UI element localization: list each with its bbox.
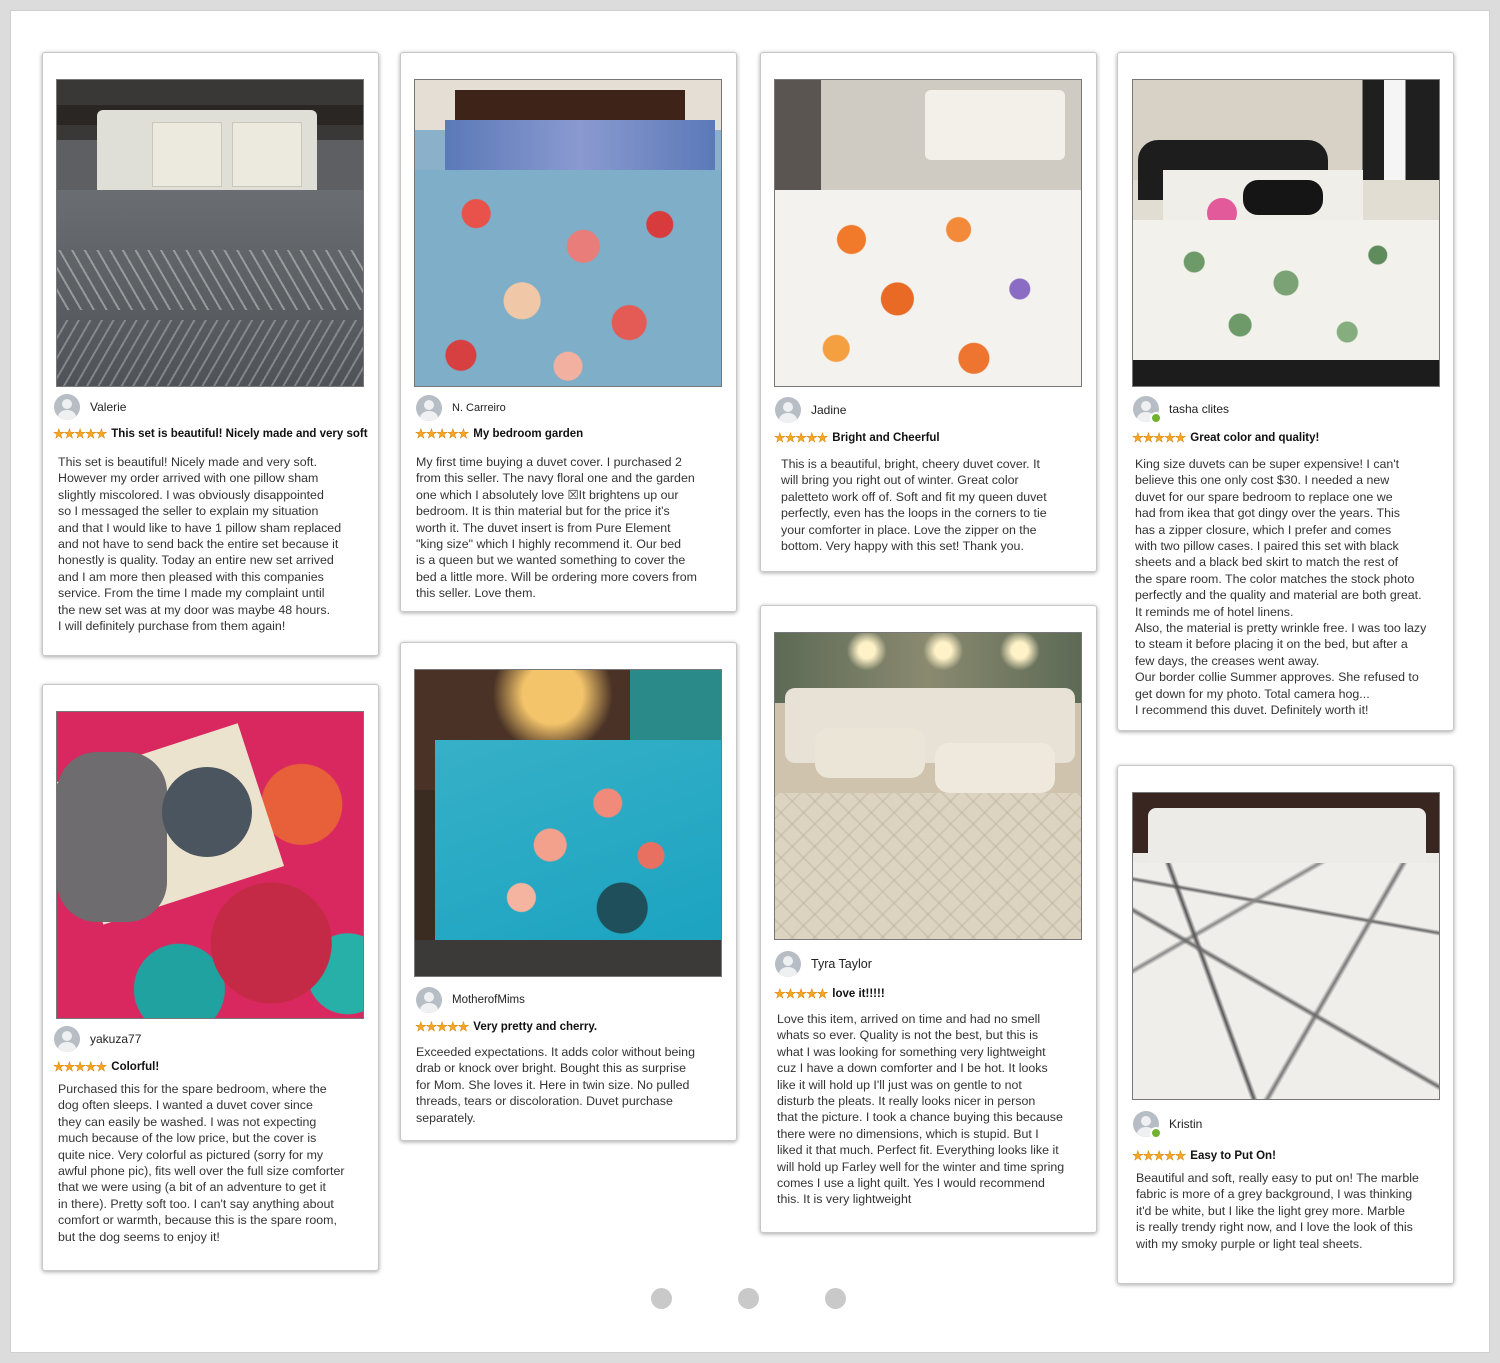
reviewer-name[interactable]: N. Carreiro (452, 402, 506, 414)
star-rating: ★★★★★ (415, 426, 469, 441)
review-photo[interactable] (1132, 79, 1440, 387)
pagination-dot[interactable] (825, 1288, 846, 1309)
review-body: King size duvets can be super expensive! I can't believe this one only cost $30. I needed a new duvet for our spare bedroom to replace one we had from ikea that got dingy over the years. This has a zipper closure, which I prefer and comes with two pillow cases. I paired this set with black sheets and a black bed skirt to match the rest of the spare room. The color matches the stock photo perfectly and the quality and material are both great. It reminds me of hotel linens. Also, the material is pretty wrinkle free. I was too lazy to steam it before placing it on the bed, but after a few days, the creases went away. Our border collie Summer approves. She refused to get down for my photo. Total camera hog... I recommend this duvet. Definitely worth it! (1135, 457, 1427, 718)
reviewer-name[interactable]: yakuza77 (90, 1032, 142, 1046)
review-headline: Colorful! (111, 1061, 160, 1073)
review-headline: love it!!!!! (832, 988, 885, 1000)
review-body: This set is beautiful! Nicely made and very soft. However my order arrived with one pillow sham slightly miscolored. I was obviously disappointed so I messaged the seller to explain my situation and that I would like to have 1 pillow sham replaced and not have to send back the entire set because it honestly is quality. Today an entire new set arrived and I am more then pleased with this companies service. From the time I made my complaint until the new set was at my door was maybe 48 hours. I will definitely purchase from them again! (58, 455, 342, 634)
reviewer-name[interactable]: Tyra Taylor (811, 957, 872, 971)
star-rating: ★★★★★ (415, 1019, 469, 1034)
pagination-dot[interactable] (738, 1288, 759, 1309)
verified-badge (1150, 1127, 1162, 1139)
review-photo[interactable] (56, 711, 364, 1019)
avatar (416, 987, 442, 1013)
avatar (54, 1026, 80, 1052)
star-rating: ★★★★★ (774, 430, 828, 445)
reviewer-name[interactable]: MotherofMims (452, 994, 525, 1006)
review-photo[interactable] (414, 669, 722, 977)
avatar (775, 397, 801, 423)
review-headline: Bright and Cheerful (832, 432, 940, 444)
pagination-dot[interactable] (651, 1288, 672, 1309)
star-rating: ★★★★★ (53, 426, 107, 441)
review-photo[interactable] (414, 79, 722, 387)
review-body: Beautiful and soft, really easy to put on! The marble fabric is more of a grey background, I was thinking it'd be white, but I like the light grey more. Marble is really trendy right now, and I love the look of this with my smoky purple or light teal sheets. (1136, 1171, 1419, 1251)
review-body: My first time buying a duvet cover. I purchased 2 from this seller. The navy floral one and the garden one which I absolutely love ☒It brightens up our bedroom. It is thin material but for the price it's worth it. The duvet insert is from Pure Element "king size" which I highly recommend it. Our bed is a queen but we wanted something to cover the bed a little more. Will be ordering more covers from this seller. Love them. (416, 455, 697, 601)
avatar (54, 394, 80, 420)
review-body: This is a beautiful, bright, cheery duvet cover. It will bring you right out of winter. Great color paletteto work off of. Soft and fit my queen duvet perfectly, even has the loops in the corners to tie your comforter in place. Love the zipper on the bottom. Very happy with this set! Thank you. (781, 457, 1047, 554)
reviewer-name[interactable]: Kristin (1169, 1117, 1203, 1131)
review-photo[interactable] (774, 79, 1082, 387)
review-headline: This set is beautiful! Nicely made and very soft (111, 428, 368, 440)
star-rating: ★★★★★ (774, 986, 828, 1001)
review-photo[interactable] (56, 79, 364, 387)
reviewer-name[interactable]: tasha clites (1169, 402, 1230, 416)
avatar (416, 395, 442, 421)
star-rating: ★★★★★ (53, 1059, 107, 1074)
review-body: Exceeded expectations. It adds color without being drab or knock over bright. Bought this as surprise for Mom. She loves it. Here in twin size. No pulled threads, tears or discoloration. Duvet purchase separately. (416, 1045, 695, 1125)
review-photo[interactable] (1132, 792, 1440, 1100)
verified-badge (1150, 412, 1162, 424)
review-photo[interactable] (774, 632, 1082, 940)
review-headline: Great color and quality! (1190, 432, 1320, 444)
reviewer-name[interactable]: Valerie (90, 400, 127, 414)
star-rating: ★★★★★ (1132, 1148, 1186, 1163)
review-headline: Easy to Put On! (1190, 1150, 1276, 1162)
review-body: Purchased this for the spare bedroom, where the dog often sleeps. I wanted a duvet cover since they can easily be washed. I was not expecting much because of the low price, but the cover is quite nice. Very colorful as pictured (sorry for my awful phone pic), fits well over the full size comforter that we were using (a bit of an adventure to get it in there). Pretty soft too. I can't say anything about comfort or warmth, because this is the spare room, but the dog seems to enjoy it! (58, 1082, 345, 1244)
avatar (775, 951, 801, 977)
review-headline: Very pretty and cherry. (473, 1021, 598, 1033)
star-rating: ★★★★★ (1132, 430, 1186, 445)
review-headline: My bedroom garden (473, 428, 584, 440)
review-body: Love this item, arrived on time and had no smell whats so ever. Quality is not the best, but this is what I was looking for something very lightweight cuz I have a down comforter and I be hot. It looks like it will hold up I'll just was on gentle to not disturb the pleats. It really looks nicer in person that the picture. I took a chance buying this because there were no dimensions, which is stupid. But I liked it that much. Perfect fit. Everything looks like it will hold up Farley well for the winter and time spring comes I use a light quilt. Yes I would recommend this. It is very lightweight (777, 1012, 1065, 1207)
carousel-pagination (651, 1288, 846, 1309)
reviewer-name[interactable]: Jadine (811, 403, 847, 417)
